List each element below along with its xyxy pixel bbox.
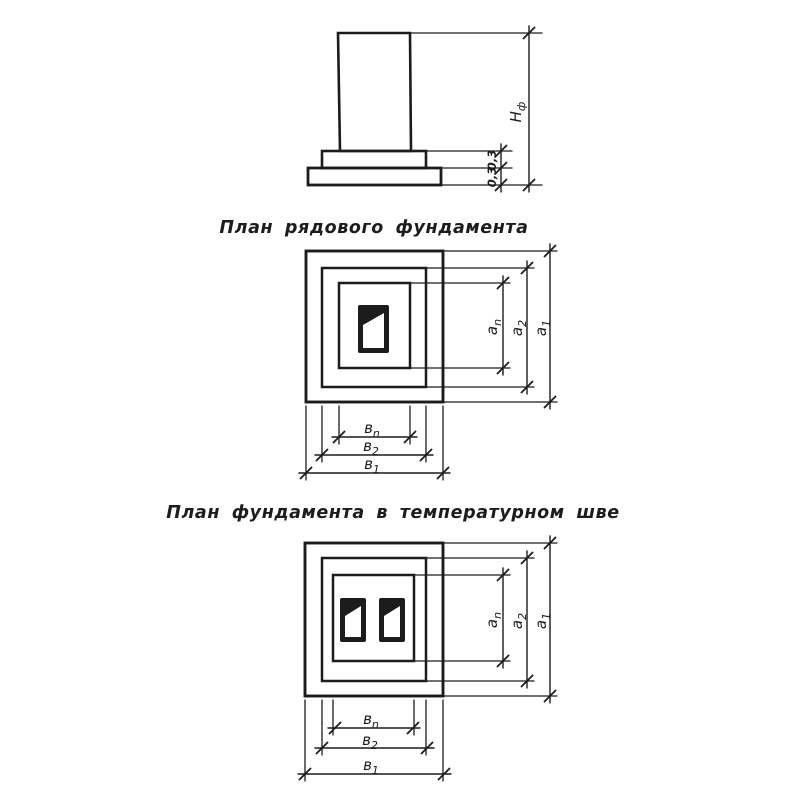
- dim-label-foundation-height: $Н_ф$: [507, 101, 528, 123]
- plan-joint-dim-vn: $в_n$: [363, 710, 379, 731]
- dim-label-step-lower: 0,3: [485, 166, 499, 188]
- plan-joint-dim-v2: $в_2$: [362, 731, 378, 752]
- plan-joint-dim-v1: $в_1$: [363, 756, 379, 777]
- column-outline: [338, 33, 411, 151]
- plan-joint-dim-an: $а_n$: [483, 611, 504, 629]
- plan-joint-middle-step: [322, 558, 426, 681]
- plan-row-dim-a2: $а_2$: [508, 319, 529, 337]
- foundation-step-upper: [322, 151, 426, 168]
- plan-row-dim-vn: $в_n$: [364, 419, 380, 440]
- plan-row-title: План рядового фундамента: [219, 218, 529, 238]
- foundation-base-slab: [308, 168, 441, 185]
- plan-joint-view: [298, 536, 557, 781]
- plan-row-view: [299, 244, 557, 480]
- plan-joint-dim-a1: $а_1$: [532, 612, 553, 630]
- plan-row-dim-v1: $в_1$: [364, 455, 380, 476]
- plan-row-dim-a1: $а_1$: [532, 319, 553, 337]
- plan-row-dim-v2: $в_2$: [363, 437, 379, 458]
- plan-joint-title: План фундамента в температурном шве: [166, 503, 620, 523]
- plan-joint-dim-a2: $а_2$: [508, 612, 529, 630]
- dim-label-step-upper: 0,3: [485, 149, 499, 171]
- plan-row-dim-an: $а_n$: [483, 318, 504, 336]
- plan-joint-outer-step: [305, 543, 443, 696]
